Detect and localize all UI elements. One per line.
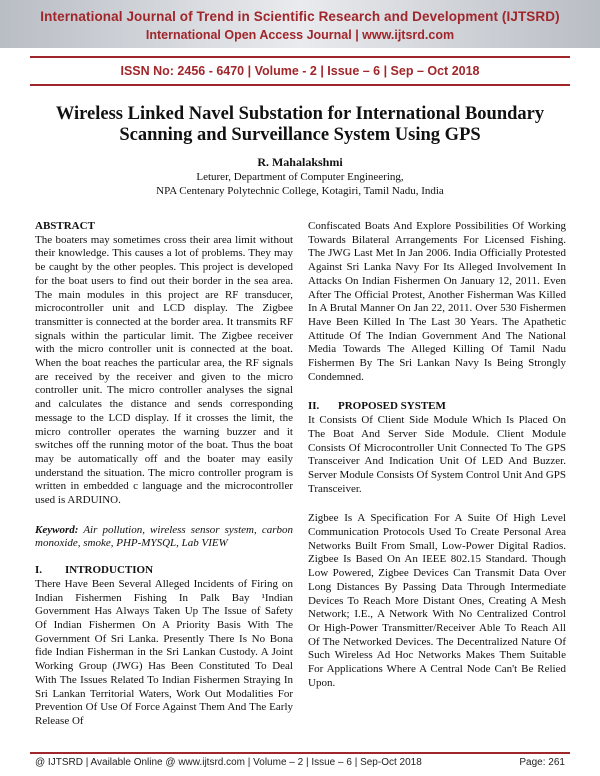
abstract-text: The boaters may sometimes cross their area limit without their knowledge. This causes a lot of problems. They may be caught by the other peoples. This project is developed for the boat users to find out their border in the sea area. The main modules in this project are RF transducer, microcontroller unit and LCD display. The Zigbee transmitter is connected at the border area. It transmits RF signals within the particular limit. The Zigbee receiver with the micro controller unit is connected at the boat. When the boat reaches the particular area, the RF signals are received by the receiver and given to the micro controller unit. The micro controller analyses the signal and calculates the distance and sends corresponding message to the LCD display. If it crosses the limit, the micro controller operates the warning buzzer and it switches off the running motor of the boat. Thus the boat may be automatically off and the boater may easily understand the situation. The micro controller program is written in embedded c language and the microcontroller used is ARDUINO. [35,233,293,507]
proposed-paragraph-1: It Consists Of Client Side Module Which Is Placed On The Boat And Server Side Module. Client Module Consists Of Microcontroller Unit Connected To The GPS Transceiver And Indication Unit Of LED And Buzzer. Server Module Consists Of System Control Unit And GPS Transceiver. [308,414,566,495]
keywords [35,524,293,551]
intro-title: INTRODUCTION [65,564,154,577]
page-number: Page: 261 [519,757,565,768]
journal-header [0,0,600,92]
proposed-heading [308,400,566,414]
left-column [35,220,293,729]
footer-citation: @ IJTSRD | Available Online @ www.ijtsrd.com | Volume – 2 | Issue – 6 | Sep-Oct 2018 [35,757,422,768]
journal-subtitle: International Open Access Journal | www.ijtsrd.com [145,28,455,42]
right-column [308,220,566,691]
proposed-number: II. [308,400,320,413]
keywords-label: Keyword: [35,523,79,536]
proposed-title: PROPOSED SYSTEM [338,400,446,413]
intro-number: I. [35,564,43,577]
keywords-text: Air pollution, wireless sensor system, carbon monoxide, smoke, PHP-MYSQL, Lab VIEW [35,523,293,550]
intro-text: There Have Been Several Alleged Incidents of Firing on Indian Fishermen Fishing In Palk Bay ¹Indian Government Has Always Taken Up The Issue of Safety Of Indian Fishermen On A Priority Basis With The Government Of Sri Lanka. Presently There Is No Bona fide Indian Fisherman in the Sri Lankan Custody. A Joint Working Group (JWG) Has Been Constituted To Deal With The Issues Related To Indian Fishermen Straying In Sri Lankan Territorial Waters, Work Out Modalities For Prevention Of Use Of Force Against Them And The Early Release Of [35,577,293,727]
intro-continued-text: Confiscated Boats And Explore Possibilities Of Working Towards Bilateral Arrangements For Licensed Fishing. The JWG Last Met In Jan 2006. India Officially Protested Against Sri Lanka Navy For Its Alleged Involvement In Attacks On Indian Fishermen On January 12, 2011. Even After The Official Protest, Another Fisherman Was Killed In A Brutal Manner On Jan 22, 2011. Over 530 Fishermen Have Been Killed In The Last 30 Years. The Apathetic Attitude Of The Indian Government And The National Media Towards The Alleged Killing Of Tamil Nadu Fishermen By The Sri Lankan Navy Is Being Strongly Condemned. [308,220,566,383]
abstract-heading: ABSTRACT [35,220,95,232]
issue-line: ISSN No: 2456 - 6470 | Volume - 2 | Issue – 6 | Sep – Oct 2018 [120,64,480,78]
intro-heading [35,564,293,578]
proposed-paragraph-2: Zigbee Is A Specification For A Suite Of High Level Communication Protocols Used To Create Personal Area Networks Built From Small, Low-Power Digital Radios. Zigbee Is Based On An IEEE 802.15 Standard. Though Low Powered, Zigbee Devices Can Transmit Data Over Long Distances By Passing Data Through Intermediate Devices To Reach More Distant Ones, Creating A Mesh Network; I.E., A Network With No Centralized Control Or High-Power Transmitter/Receiver Able To Reach All Of The Networked Devices. The Decentralized Nature Of Such Wireless Ad Hoc Networks Makes Them Suitable For Applications Where A Central Node Can't Be Relied Upon. [308,512,566,689]
author-name: R. Mahalakshmi [257,155,343,169]
header-rule-top [30,56,570,58]
affiliation-department: Leturer, Department of Computer Engineering, [196,171,404,183]
journal-name: International Journal of Trend in Scientific Research and Development (IJTSRD) [40,9,560,24]
header-rule-bottom [30,84,570,86]
footer-rule [30,752,570,754]
paper-title: Wireless Linked Navel Substation for International Boundary Scanning and Surveillance System Using GPS [55,104,545,145]
affiliation-college: NPA Centenary Polytechnic College, Kotagiri, Tamil Nadu, India [156,185,444,197]
